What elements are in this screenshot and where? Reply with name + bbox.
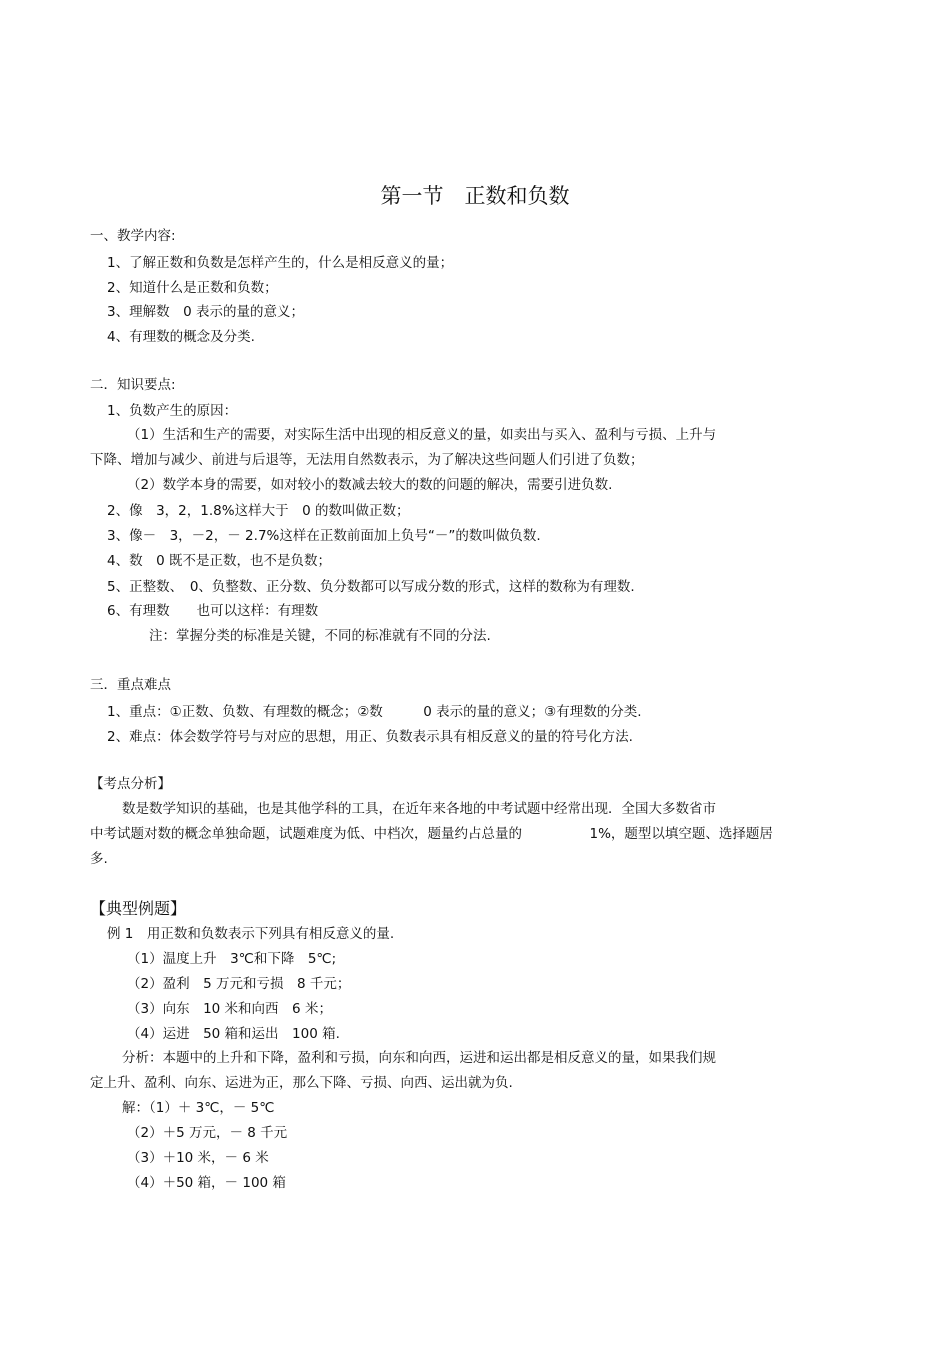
section-2-point: 5、正整数、 0、负整数、正分数、负分数都可以写成分数的形式，这样的数称为有理数. xyxy=(107,579,635,595)
page-title: 第一节 正数和负数 xyxy=(380,184,570,208)
section-1-item: 2、知道什么是正数和负数； xyxy=(107,280,278,296)
example-part: （4）运进 50 箱和运出 100 箱. xyxy=(127,1026,340,1042)
section-2-paragraph: 下降、增加与减少、前进与后退等，无法用自然数表示，为了解决这些问题人们引进了负数； xyxy=(90,452,644,468)
example-solution: （3）＋10 米，－ 6 米 xyxy=(127,1150,269,1166)
section-1-item: 4、有理数的概念及分类. xyxy=(107,329,255,345)
section-2-point: 3、像－ 3，－2，－ 2.7%这样在正数前面加上负号“－”的数叫做负数. xyxy=(107,528,541,544)
section-3-heading: 三．重点难点 xyxy=(90,677,171,693)
section-2-note: 注：掌握分类的标准是关键，不同的标准就有不同的分法. xyxy=(149,628,491,644)
examples-heading: 【典型例题】 xyxy=(90,899,187,918)
analysis-heading: 【考点分析】 xyxy=(90,776,171,792)
section-2-paragraph: （2）数学本身的需要，如对较小的数减去较大的数的问题的解决，需要引进负数. xyxy=(127,477,613,493)
section-2-point: 1、负数产生的原因： xyxy=(107,403,238,419)
example-solution: 解：（1）＋ 3℃，－ 5℃ xyxy=(122,1100,275,1116)
example-solution: （2）＋5 万元，－ 8 千元 xyxy=(127,1125,288,1141)
section-2-point: 4、数 0 既不是正数，也不是负数； xyxy=(107,553,331,569)
section-3-item: 1、重点：①正数、负数、有理数的概念；②数 0 表示的量的意义；③有理数的分类. xyxy=(107,704,642,720)
section-2-point: 6、有理数 也可以这样：有理数 xyxy=(107,603,319,619)
example-analysis: 分析：本题中的上升和下降，盈利和亏损，向东和向西，运进和运出都是相反意义的量，如果我们规 xyxy=(122,1050,716,1066)
example-solution: （4）＋50 箱，－ 100 箱 xyxy=(127,1175,286,1191)
example-analysis: 定上升、盈利、向东、运进为正，那么下降、亏损、向西、运出就为负. xyxy=(90,1075,513,1091)
analysis-paragraph: 中考试题对数的概念单独命题，试题难度为低、中档次，题量约占总量的 1%，题型以填空题、选择题居 xyxy=(90,826,773,842)
section-1-item: 1、了解正数和负数是怎样产生的，什么是相反意义的量； xyxy=(107,255,454,271)
analysis-paragraph: 多. xyxy=(90,851,108,867)
section-1-item: 3、理解数 0 表示的量的意义； xyxy=(107,304,304,320)
example-1-prompt: 例 1 用正数和负数表示下列具有相反意义的量. xyxy=(107,926,395,942)
section-2-heading: 二．知识要点: xyxy=(90,377,176,393)
analysis-paragraph: 数是数学知识的基础，也是其他学科的工具，在近年来各地的中考试题中经常出现．全国大多数省市 xyxy=(122,801,716,817)
example-part: （3）向东 10 米和向西 6 米； xyxy=(127,1001,332,1017)
example-part: （2）盈利 5 万元和亏损 8 千元； xyxy=(127,976,351,992)
example-part: （1）温度上升 3℃和下降 5℃; xyxy=(127,951,337,967)
section-3-item: 2、难点：体会数学符号与对应的思想，用正、负数表示具有相反意义的量的符号化方法. xyxy=(107,729,633,745)
section-1-heading: 一、教学内容: xyxy=(90,228,176,244)
section-2-point: 2、像 3，2，1.8%这样大于 0 的数叫做正数； xyxy=(107,503,410,519)
section-2-paragraph: （1）生活和生产的需要，对实际生活中出现的相反意义的量，如卖出与买入、盈利与亏损、上升与 xyxy=(127,427,717,443)
